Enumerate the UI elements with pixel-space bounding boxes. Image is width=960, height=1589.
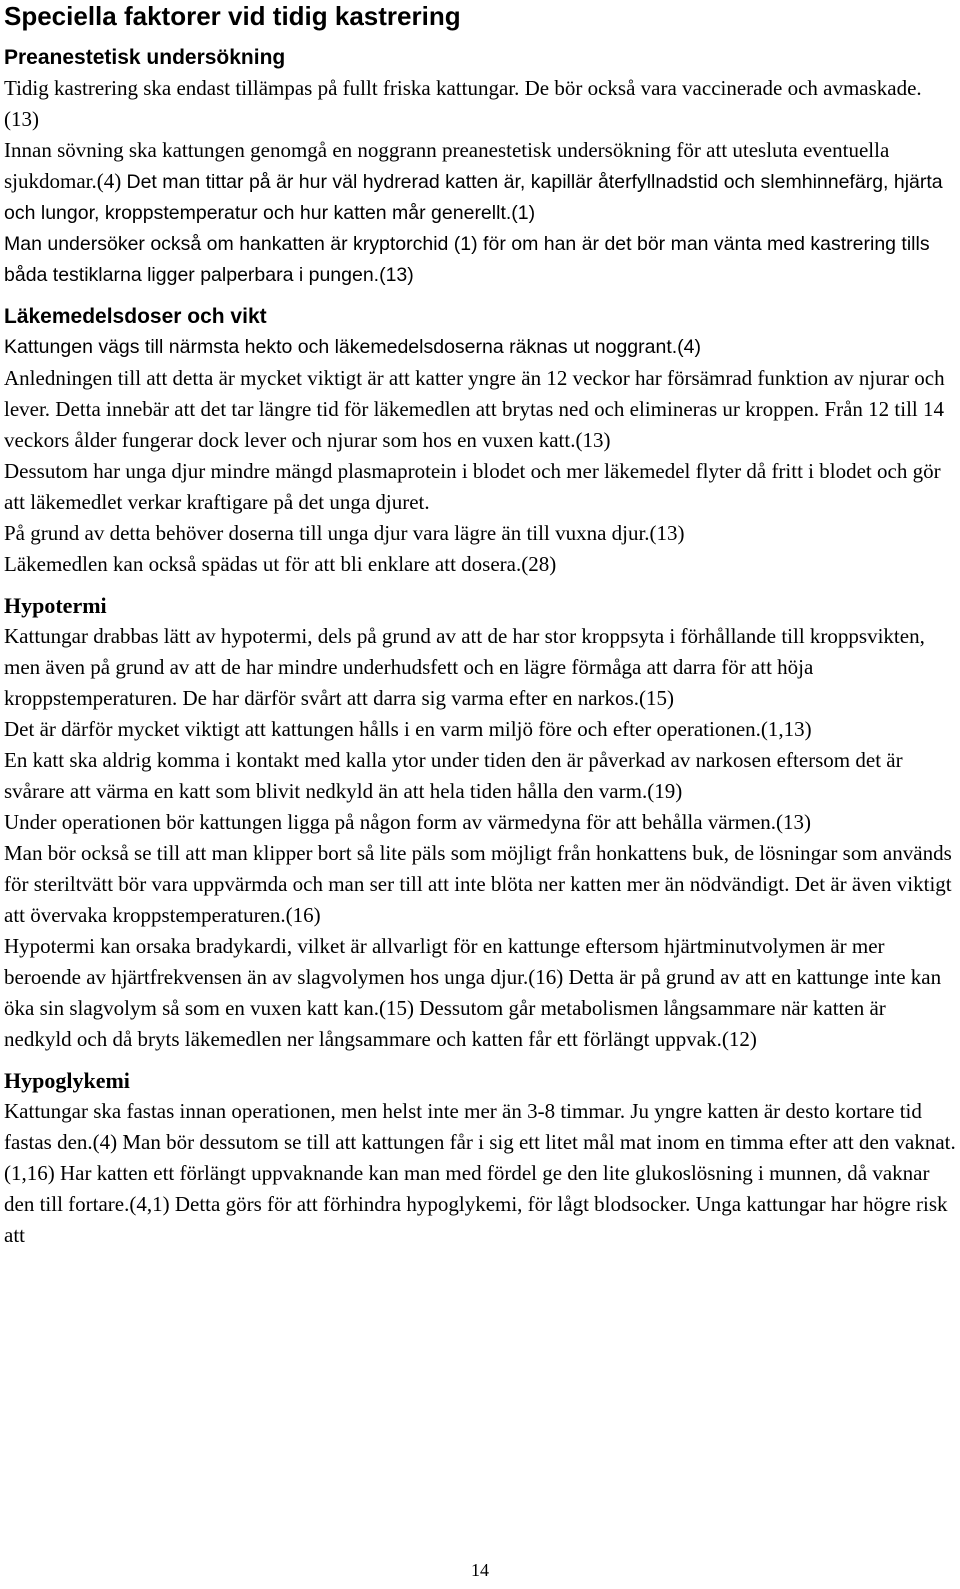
- paragraph: Det är därför mycket viktigt att kattungen hålls i en varm miljö före och efter operationen.(1,13): [4, 717, 812, 741]
- paragraph: Kattungar ska fastas innan operationen, men helst inte mer än 3-8 timmar. Ju yngre katten är desto kortare tid fastas den.(4) Man bör dessutom se till att kattungen får i sig ett litet mål mat inom en timma efter att den vaknat.(1,16) Har katten ett förlängt uppvaknande kan man med fördel ge den lite glukoslösning i munnen, då vaknar den till fortare.(4,1) Detta görs för att förhindra hypoglykemi, för lågt blodsocker. Unga kattungar har högre risk att: [4, 1099, 956, 1247]
- section-heading: Hypotermi: [4, 593, 107, 618]
- section-heading: Hypoglykemi: [4, 1068, 130, 1093]
- section-hypoglycemia: [4, 1065, 956, 1251]
- paragraph: Läkemedlen kan också spädas ut för att bli enklare att dosera.(28): [4, 552, 557, 576]
- paragraph: Anledningen till att detta är mycket viktigt är att katter yngre än 12 veckor har försämrad funktion av njurar och lever. Detta innebär att det tar längre tid för läkemedlen att brytas ned och elimineras ur kroppen. Från 12 till 14 veckors ålder fungerar dock lever och njurar som hos en vuxen katt.(13): [4, 366, 945, 452]
- section-hypothermia: [4, 590, 956, 1055]
- paragraph: Dessutom har unga djur mindre mängd plasmaprotein i blodet och mer läkemedel flyter då fritt i blodet och gör att läkemedlet verkar kraftigare på det unga djuret.: [4, 459, 941, 514]
- paragraph: En katt ska aldrig komma i kontakt med kalla ytor under tiden den är påverkad av narkosen eftersom det är svårare att värma en katt som blivit nedkyld än att hela tiden hålla den varm.(19): [4, 748, 903, 803]
- section-preanesthetic-exam: [4, 42, 956, 291]
- paragraph: Kattungar drabbas lätt av hypotermi, dels på grund av att de har stor kroppsyta i förhållande till kroppsvikten, men även på grund av att de har mindre underhudsfett och en lägre förmåga att darra för att höja kroppstemperaturen. De har därför svårt att darra sig varma efter en narkos.(15): [4, 624, 925, 710]
- document-page: [4, 0, 956, 1251]
- paragraph: Man bör också se till att man klipper bort så lite päls som möjligt från honkattens buk, de lösningar som används för steriltvätt bör vara uppvärmda och man ser till att inte blöta ner katten mer än nödvändigt. Det är även viktigt att övervaka kroppstemperaturen.(16): [4, 841, 952, 927]
- section-heading: Preanestetisk undersökning: [4, 46, 286, 69]
- paragraph: [4, 171, 943, 224]
- section-heading: Läkemedelsdoser och vikt: [4, 305, 267, 328]
- page-title: Speciella faktorer vid tidig kastrering: [4, 1, 461, 31]
- page-number: 14: [471, 1560, 489, 1580]
- paragraph: Hypotermi kan orsaka bradykardi, vilket är allvarligt för en kattunge eftersom hjärtminutvolymen är mer beroende av hjärtfrekvensen än av slagvolymen hos unga djur.(16) Detta är på grund av att en kattunge inte kan öka sin slagvolym så som en vuxen katt kan.(15) Dessutom går metabolismen långsammare när katten är nedkyld och då bryts läkemedlen ner långsammare och katten får ett förlängt uppvak.(12): [4, 934, 942, 1051]
- paragraph-text: Innan sövning ska kattungen genomgå en noggrann preanestetisk undersökning för att utesluta eventuella sjukdomar.(4): [4, 138, 890, 193]
- paragraph: Tidig kastrering ska endast tillämpas på fullt friska kattungar. De bör också vara vaccinerade och avmaskade.(13): [4, 76, 922, 131]
- paragraph: På grund av detta behöver doserna till unga djur vara lägre än till vuxna djur.(13): [4, 521, 685, 545]
- paragraph: Man undersöker också om hankatten är kryptorchid (1) för om han är det bör man vänta med kastrering tills båda testiklarna ligger palperbara i pungen.(13): [4, 233, 930, 286]
- paragraph: Kattungen vägs till närmsta hekto och läkemedelsdoserna räknas ut noggrant.(4): [4, 336, 701, 358]
- section-drug-doses-weight: [4, 301, 956, 580]
- paragraph: Under operationen bör kattungen ligga på någon form av värmedyna för att behålla värmen.(13): [4, 810, 812, 834]
- paragraph-text: Det man tittar på är hur väl hydrerad katten är, kapillär återfyllnadstid och slemhinnefärg, hjärta och lungor, kroppstemperatur och hur katten mår generellt.(1): [4, 171, 943, 224]
